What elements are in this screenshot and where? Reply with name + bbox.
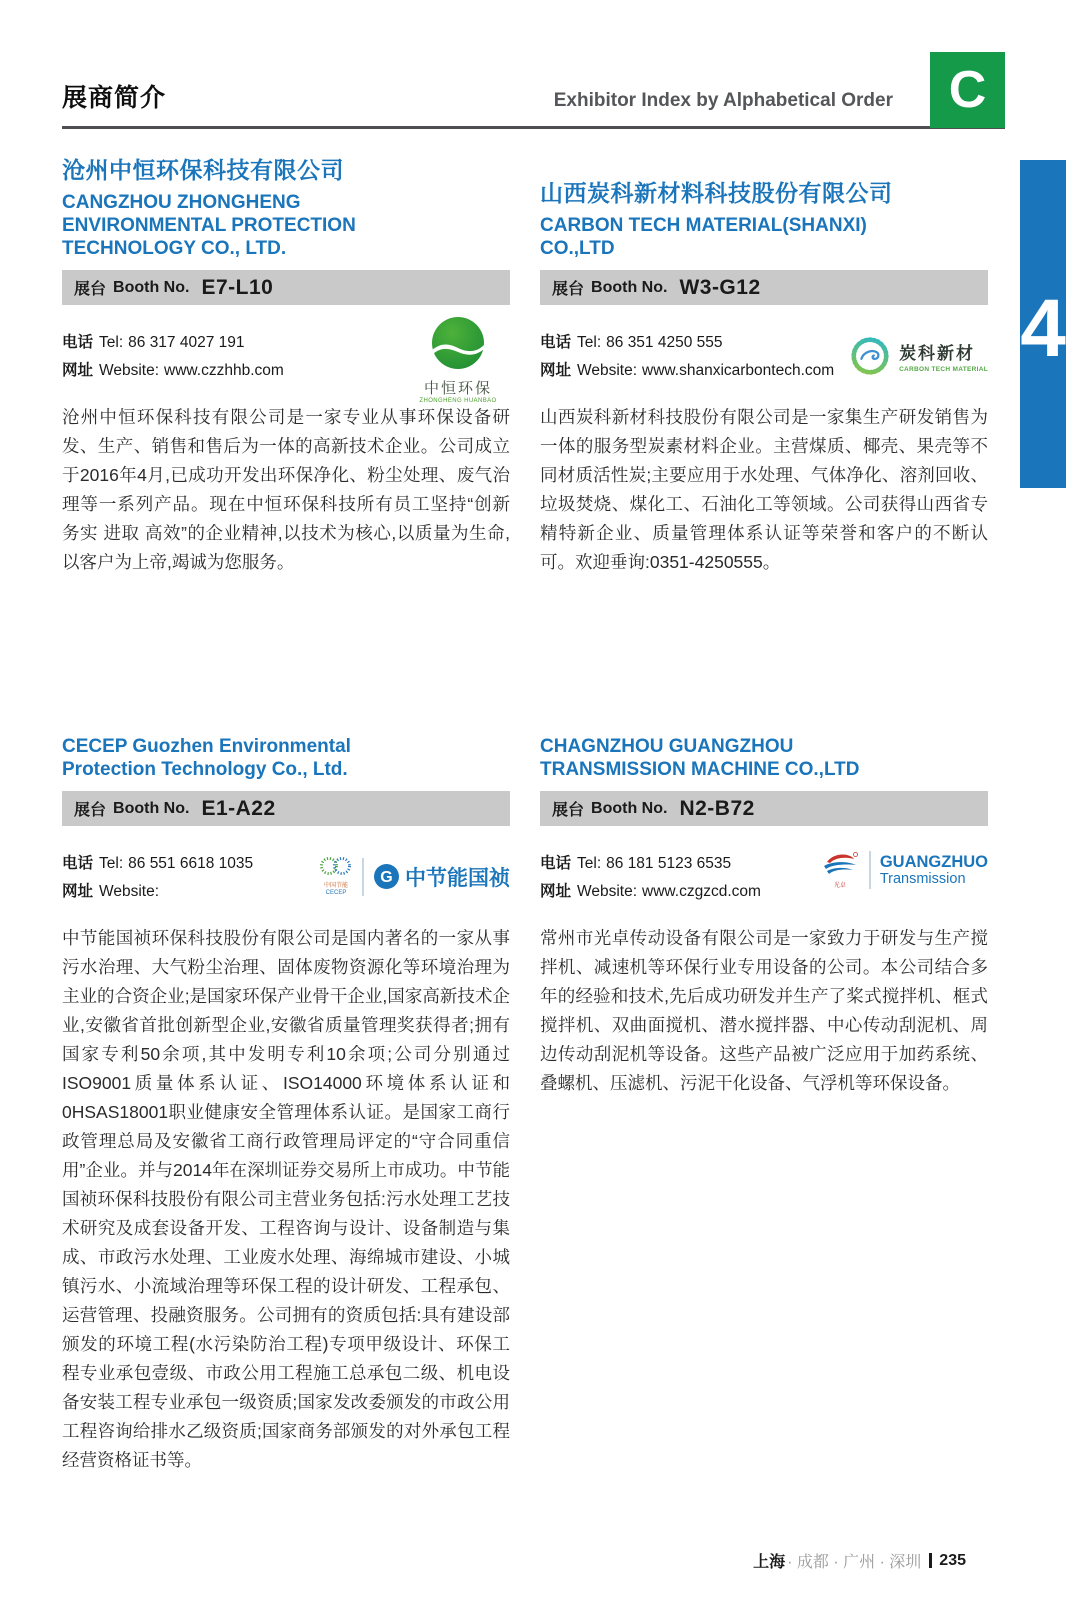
name-en-line: CECEP Guozhen Environmental [62, 736, 351, 757]
red-sail-blue-wave-icon [820, 850, 860, 878]
booth-label-zh: 展台 [552, 281, 585, 298]
title-block [540, 150, 988, 270]
footer-separator [929, 1553, 932, 1568]
contact-block [62, 850, 510, 918]
g-badge-icon [373, 863, 400, 890]
name-en-line: TECHNOLOGY CO., LTD. [62, 238, 287, 259]
booth-label-zh: 展台 [552, 802, 585, 819]
tel-label-en: Tel: [99, 855, 124, 872]
name-en-line: CHAGNZHOU GUANGZHOU [540, 736, 794, 757]
tel-value: 86 551 6618 1035 [128, 855, 254, 872]
booth-number: E1-A22 [201, 796, 276, 820]
website-value: www.czzhhb.com [164, 362, 284, 379]
web-label-zh: 网址 [540, 883, 572, 900]
exhibitor-name-en [62, 735, 510, 781]
logo-text-en: CARBON TECH MATERIAL [899, 366, 988, 373]
booth-bar [540, 270, 988, 305]
page-title-en: Exhibitor Index by Alphabetical Order [553, 90, 893, 111]
exhibitor-card-carbon-tech [540, 150, 988, 595]
logo-text-zh: 中恒环保 [423, 380, 492, 397]
exhibitor-card-guangzhuo [540, 725, 988, 1116]
name-en-line: CANGZHOU ZHONGHENG [62, 192, 301, 213]
exhibitor-description: 沧州中恒环保科技有限公司是一家专业从事环保设备研发、生产、销售和售后为一体的高新技术企业。公司成立于2016年4月,已成功开发出环保净化、粉尘处理、废气治理等一系列产品。现在中恒环保科技所有员工坚持“创新 务实 进取 高效”的企业精神,以技术为核心,以质量为生命,以客户为上帝,竭诚为您服务。 [62, 407, 510, 572]
tel-label-zh: 电话 [62, 855, 94, 872]
name-en-line: CO.,LTD [540, 238, 615, 259]
cecep-caption-zh: 中国节能 [323, 883, 348, 889]
web-label-en: Website: [99, 362, 160, 379]
logo-text-zh: 炭科新材 [899, 344, 976, 363]
name-en-line: ENVIRONMENTAL PROTECTION [62, 215, 356, 236]
tel-label-zh: 电话 [62, 334, 94, 351]
name-en-line: Protection Technology Co., Ltd. [62, 759, 348, 780]
tel-value: 86 317 4027 191 [128, 334, 245, 351]
title-block [540, 725, 988, 791]
exhibitor-description: 山西炭科新材科技股份有限公司是一家集生产研发销售为一体的服务型炭素材料企业。主营煤质、椰壳、果壳等不同材质活性炭;主要应用于水处理、气体净化、溶剂回收、垃圾焚烧、煤化工、石油化工等领域。公司获得山西省专精特新企业、质量管理体系认证等荣誉和客户的不断认可。欢迎垂询:0351-4250555。 [540, 407, 988, 572]
website-value: www.czgzcd.com [642, 883, 761, 900]
title-block [62, 725, 510, 791]
exhibitor-card-cangzhou-zhongheng [62, 150, 510, 595]
booth-bar [62, 791, 510, 826]
exhibitor-name-zh: 沧州中恒环保科技有限公司 [62, 157, 344, 183]
index-letter: C [948, 61, 987, 119]
footer-cities-secondary: · 成都 · 广州 · 深圳 [787, 1554, 922, 1571]
web-label-zh: 网址 [62, 362, 94, 379]
name-en-line: TRANSMISSION MACHINE CO.,LTD [540, 759, 860, 780]
dotted-ring-swirl-icon [849, 335, 891, 377]
tel-value: 86 181 5123 6535 [606, 855, 732, 872]
cecep-guozhen-logo [319, 856, 510, 897]
web-label-zh: 网址 [540, 362, 572, 379]
guangzhuo-caption-zh: 光卓 [833, 883, 846, 889]
green-globe-wave-icon [430, 315, 486, 371]
tel-label-en: Tel: [577, 334, 602, 351]
carbon-tech-logo [849, 335, 988, 377]
svg-text:G: G [380, 869, 393, 886]
tel-label-zh: 电话 [540, 855, 572, 872]
logo-text-en: ZHONGHENG HUANBAO [419, 398, 497, 404]
exhibitor-description: 中节能国祯环保科技股份有限公司是国内著名的一家从事污水治理、大气粉尘治理、固体废物资源化等环境治理为主业的合资企业;是国家环保产业骨干企业,国家高新技术企业,安徽省首批创新型企业,安徽省质量管理奖获得者;拥有国家专利50余项,其中发明专利10余项;公司分别通过ISO9001质量体系认证、ISO14000环境体系认证和0HSAS18001职业健康安全管理体系认证。是国家工商行政管理总局及安徽省工商行政管理局评定的“守合同重信用”企业。并与2014年在深圳证券交易所上市成功。中节能国祯环保科技股份有限公司主营业务包括:污水处理工艺技术研究及成套设备开发、工程咨询与设计、设备制造与集成、市政污水处理、工业废水处理、海绵城市建设、小城镇污水、小流域治理等环保工程的设计研发、工程承包、运营管理、投融资服务。公司拥有的资质包括:具有建设部颁发的环境工程(水污染防治工程)专项甲级设计、环保工程专业承包壹级、市政公用工程施工总承包二级、机电设备安装工程专业承包一级资质;国家发改委颁发的市政公用工程咨询给排水乙级资质;国家商务部颁发的对外承包工程经营资格证书等。 [62, 928, 510, 1470]
page-footer [753, 1549, 966, 1572]
booth-label-en: Booth No. [591, 799, 668, 817]
booth-number: W3-G12 [679, 275, 761, 299]
booth-number: N2-B72 [679, 796, 755, 820]
exhibitor-name-zh: 山西炭科新材料科技股份有限公司 [540, 180, 893, 206]
exhibitor-description: 常州市光卓传动设备有限公司是一家致力于研发与生产搅拌机、减速机等环保行业专用设备的公司。本公司结合多年的经验和技术,先后成功研发并生产了桨式搅拌机、框式搅拌机、双曲面搅机、潜水搅拌器、中心传动刮泥机、周边传动刮泥机等设备。这些产品被广泛应用于加药系统、叠螺机、压滤机、污泥干化设备、气浮机等环保设备。 [540, 928, 988, 1093]
cecep-caption-en: CECEP [325, 890, 347, 896]
footer-city-primary: 上海 [753, 1554, 786, 1571]
web-label-en: Website: [99, 883, 160, 900]
exhibitor-name-en [62, 191, 510, 260]
logo-text-en-1: GUANGZHUO [879, 853, 988, 871]
booth-label-en: Booth No. [113, 278, 190, 296]
web-label-en: Website: [577, 883, 638, 900]
booth-label-en: Booth No. [591, 278, 668, 296]
index-letter-badge [930, 52, 1005, 128]
title-block [62, 150, 510, 270]
logo-text-block [880, 853, 988, 887]
footer-page-number: 235 [939, 1551, 966, 1569]
booth-label-zh: 展台 [74, 281, 107, 298]
tel-label-zh: 电话 [540, 334, 572, 351]
dotted-double-ring-icon [319, 856, 353, 878]
contact-block [540, 329, 988, 397]
contact-block [62, 329, 510, 404]
booth-bar [540, 791, 988, 826]
tel-label-en: Tel: [99, 334, 124, 351]
page-title-zh: 展商简介 [62, 84, 167, 112]
logo-divider [362, 858, 364, 896]
web-label-en: Website: [577, 362, 638, 379]
zhongheng-huanbao-logo [410, 315, 506, 404]
tel-label-en: Tel: [577, 855, 602, 872]
section-tab [1020, 160, 1066, 488]
logo-text-en-2: Transmission [879, 871, 966, 887]
booth-number: E7-L10 [201, 275, 274, 299]
exhibitor-name-en [540, 214, 988, 260]
exhibitor-name-en [540, 735, 988, 781]
contact-block [540, 850, 988, 918]
logo-divider [869, 851, 871, 889]
booth-bar [62, 270, 510, 305]
booth-label-zh: 展台 [74, 802, 107, 819]
logo-text-block [899, 339, 988, 373]
booth-label-en: Booth No. [113, 799, 190, 817]
section-tab-label: 4 [1020, 283, 1066, 374]
guangzhuo-logo [820, 850, 988, 890]
cecep-mark [319, 856, 353, 897]
web-label-zh: 网址 [62, 883, 94, 900]
page-header [62, 0, 1005, 129]
website-value: www.shanxicarbontech.com [642, 362, 835, 379]
logo-text-zh: 中节能国祯 [405, 866, 510, 890]
name-en-line: CARBON TECH MATERIAL(SHANXI) [540, 215, 867, 236]
exhibitor-card-cecep-guozhen [62, 725, 510, 1493]
guangzhuo-mark [820, 850, 860, 890]
tel-value: 86 351 4250 555 [606, 334, 723, 351]
